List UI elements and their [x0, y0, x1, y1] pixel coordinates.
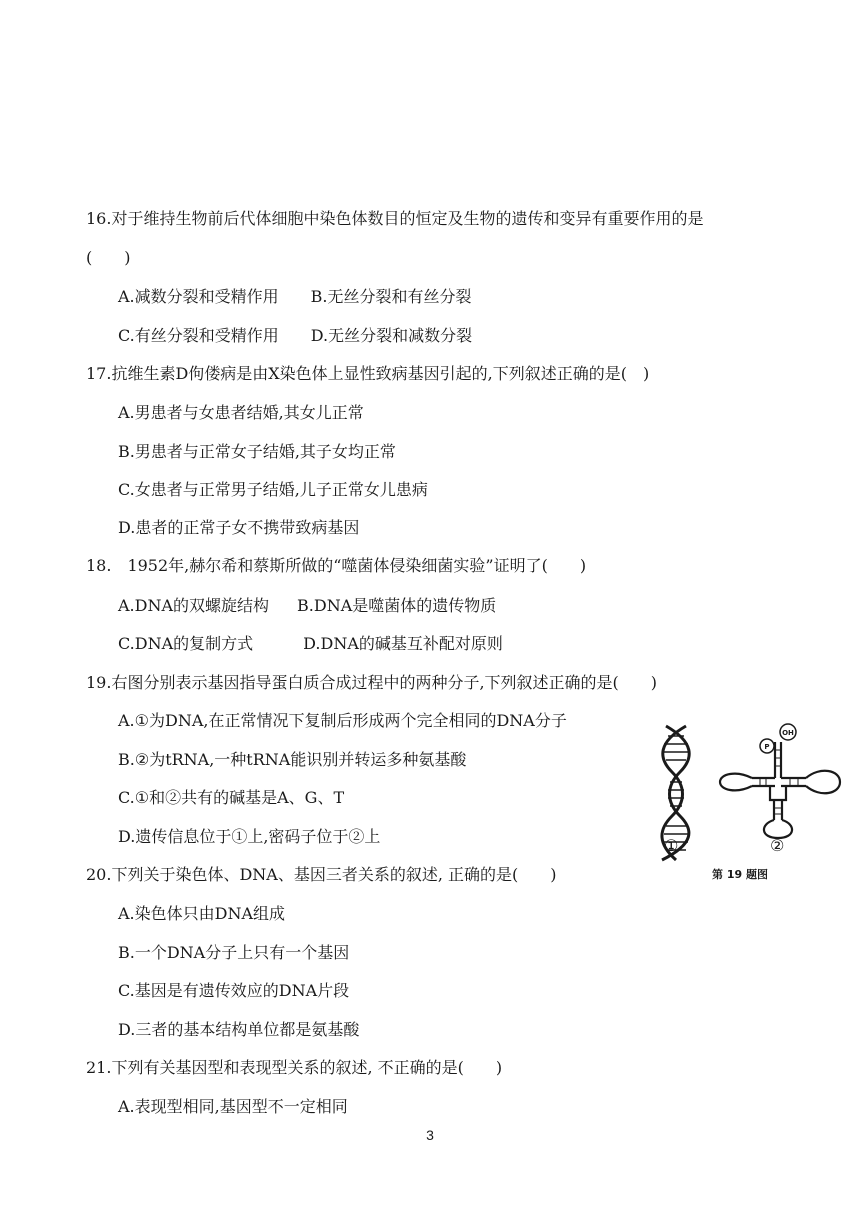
question-21-stem: 21.下列有关基因型和表现型关系的叙述, 不正确的是( )	[86, 1058, 503, 1077]
question-18-option-d: D.DNA的碱基互补配对原则	[303, 634, 503, 653]
p-label: P	[764, 743, 770, 751]
question-18-option-c: C.DNA的复制方式	[118, 634, 254, 653]
question-18-options-ab	[118, 595, 496, 617]
question-18-option-a: A.DNA的双螺旋结构	[118, 596, 270, 615]
question-21-option-a: A.表现型相同,基因型不一定相同	[118, 1097, 348, 1116]
question-20-option-c: C.基因是有遗传效应的DNA片段	[118, 981, 350, 1000]
question-19-stem: 19.右图分别表示基因指导蛋白质合成过程中的两种分子,下列叙述正确的是( )	[86, 673, 658, 692]
question-16-stem: 16.对于维持生物前后代体细胞中染色体数目的恒定及生物的遗传和变异有重要作用的是	[86, 209, 704, 228]
question-16-option-b: B.无丝分裂和有丝分裂	[310, 287, 472, 306]
figure-caption: 第 19 题图	[712, 868, 768, 881]
question-20-stem: 20.下列关于染色体、DNA、基因三者关系的叙述, 正确的是( )	[86, 865, 557, 884]
question-18-option-b: B.DNA是噬菌体的遗传物质	[297, 596, 497, 615]
question-16-option-c: C.有丝分裂和受精作用	[118, 326, 279, 345]
question-16-stem-cont: ( )	[86, 248, 131, 267]
question-20-option-b: B.一个DNA分子上只有一个基因	[118, 943, 350, 962]
question-19-option-c: C.①和②共有的碱基是A、G、T	[118, 788, 345, 807]
question-16-option-d: D.无丝分裂和减数分裂	[310, 326, 473, 345]
question-19-option-a: A.①为DNA,在正常情况下复制后形成两个完全相同的DNA分子	[118, 711, 567, 730]
figure-label-1: ①	[664, 836, 679, 855]
figure-label-2: ②	[770, 836, 785, 855]
question-20-option-a: A.染色体只由DNA组成	[118, 904, 286, 923]
question-16-option-a: A.减数分裂和受精作用	[118, 287, 279, 306]
trna-cloverleaf-icon	[720, 724, 840, 838]
question-17-option-c: C.女患者与正常男子结婚,儿子正常女儿患病	[118, 480, 428, 499]
question-19-option-b: B.②为tRNA,一种tRNA能识别并转运多种氨基酸	[118, 750, 467, 769]
question-19-option-d: D.遗传信息位于①上,密码子位于②上	[118, 827, 381, 846]
question-16-options-cd	[118, 325, 472, 347]
question-17-option-a: A.男患者与女患者结婚,其女儿正常	[118, 403, 364, 422]
question-19-figure	[648, 720, 848, 890]
question-20-option-d: D.三者的基本结构单位都是氨基酸	[118, 1020, 360, 1039]
question-17-stem: 17.抗维生素D佝偻病是由X染色体上显性致病基因引起的,下列叙述正确的是( )	[86, 364, 650, 383]
question-18-stem: 18. 1952年,赫尔希和蔡斯所做的“噬菌体侵染细菌实验”证明了( )	[86, 556, 587, 575]
question-18-options-cd	[118, 633, 503, 655]
page-number: 3	[426, 1127, 434, 1143]
oh-label: OH	[782, 729, 794, 737]
question-16-options-ab	[118, 286, 472, 308]
question-17-option-d: D.患者的正常子女不携带致病基因	[118, 518, 360, 537]
question-17-option-b: B.男患者与正常女子结婚,其子女均正常	[118, 442, 396, 461]
